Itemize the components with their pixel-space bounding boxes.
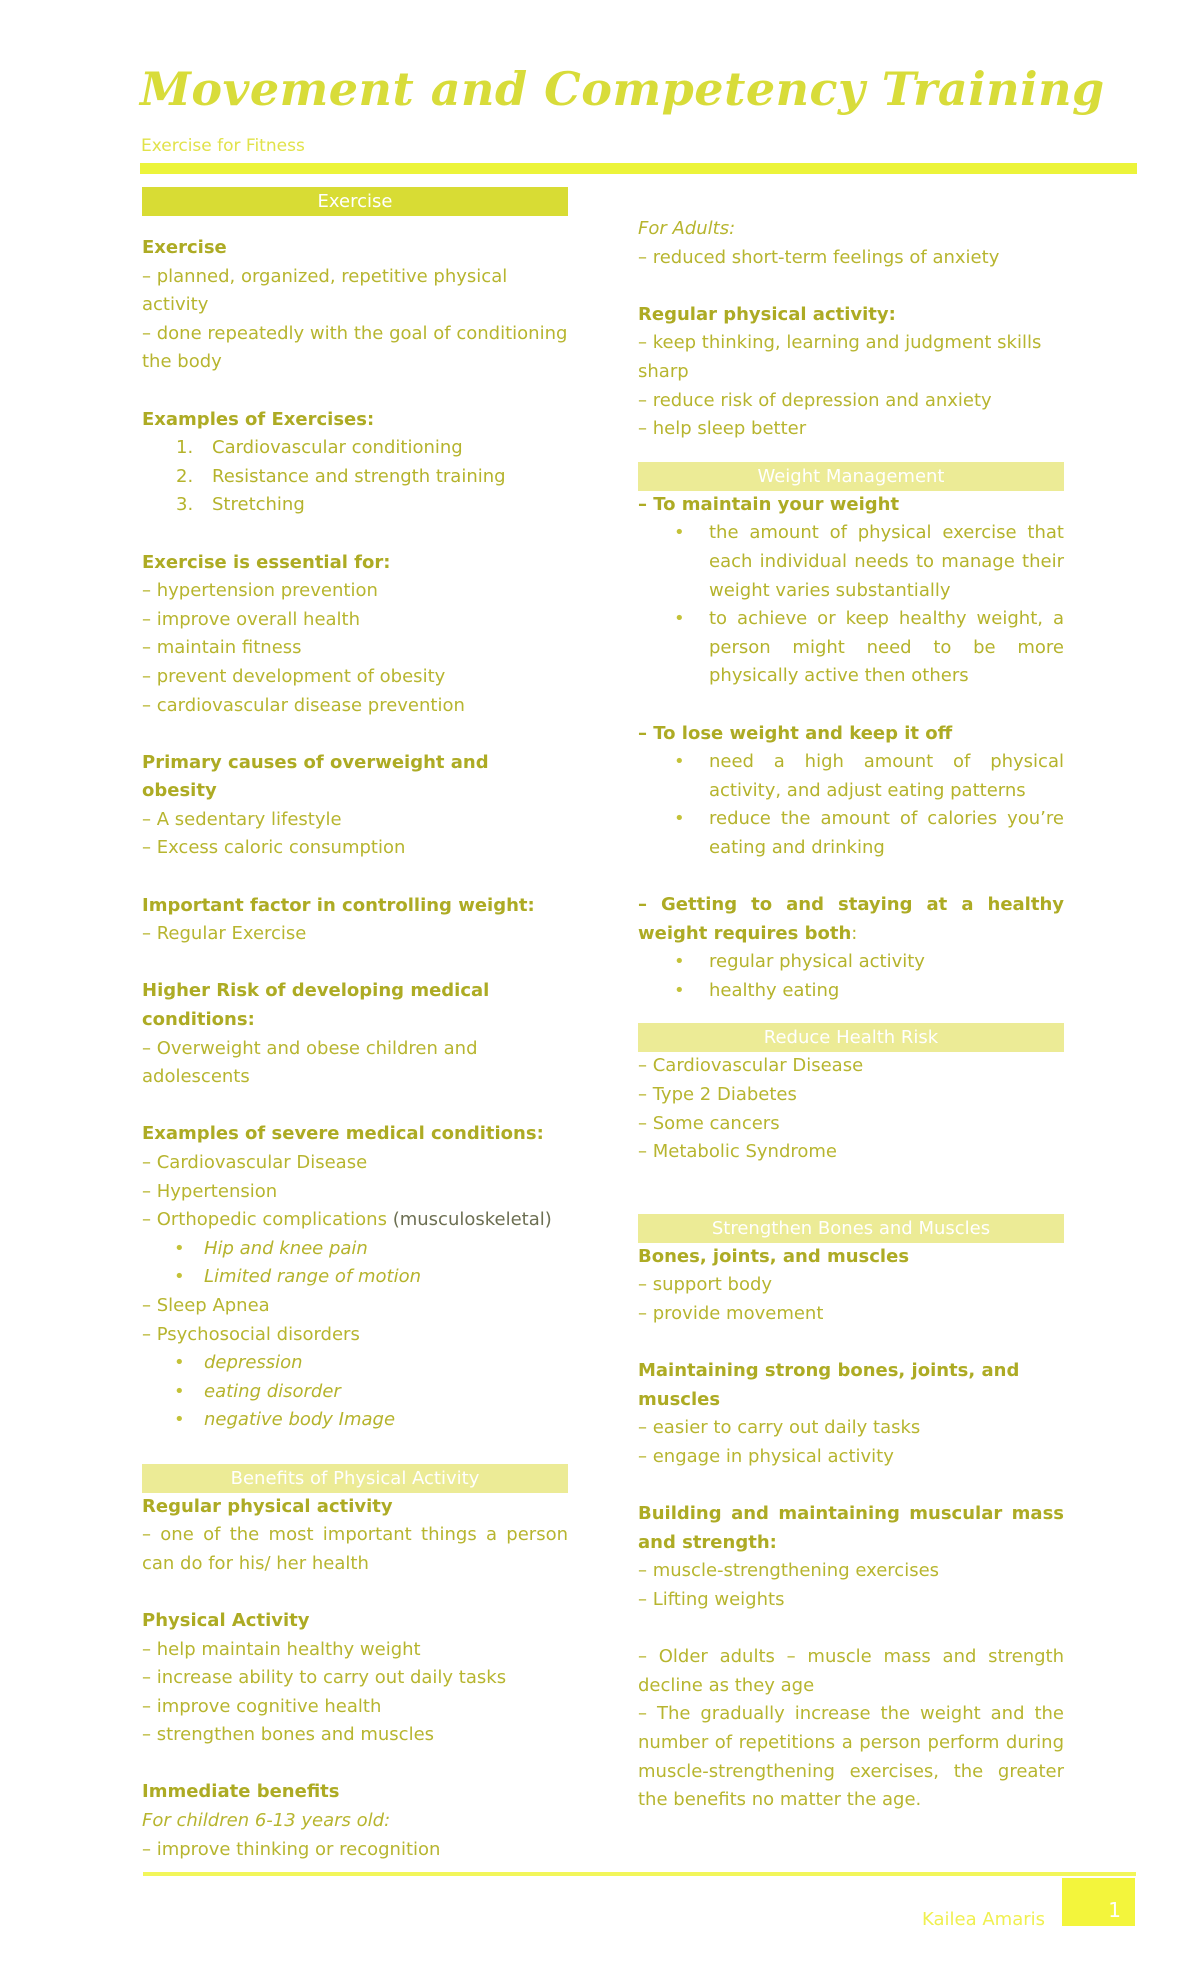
list-item: – Hypertension bbox=[142, 1180, 278, 1202]
examples-list bbox=[142, 434, 568, 520]
regular-heading: Regular physical activity bbox=[142, 1495, 393, 1517]
list-item: – help sleep better bbox=[638, 418, 807, 440]
psycho-list bbox=[142, 1349, 568, 1435]
list-item: – reduced short-term feelings of anxiety bbox=[638, 246, 1000, 268]
regular-pa-heading: Regular physical activity: bbox=[638, 303, 896, 325]
list-item: – Cardiovascular Disease bbox=[142, 1152, 368, 1173]
factor-heading: Important factor in controlling weight: bbox=[142, 894, 535, 916]
list-item: – Metabolic Syndrome bbox=[638, 1141, 838, 1163]
list-item: • to achieve or keep healthy weight, a person might need to be more physically active then others bbox=[638, 605, 1064, 691]
essential-heading: Exercise is essential for: bbox=[142, 551, 391, 573]
ortho-list bbox=[142, 1235, 568, 1292]
page-subtitle: Exercise for Fitness bbox=[141, 136, 305, 156]
list-item: – hypertension prevention bbox=[142, 580, 378, 602]
list-item: • reduce the amount of calories you’re eating and drinking bbox=[638, 805, 1064, 862]
list-item: • regular physical activity bbox=[638, 948, 1064, 977]
list-item: • healthy eating bbox=[638, 977, 1064, 1006]
section-band-reduce: Reduce Health Risk bbox=[638, 1023, 1064, 1052]
list-item: – Regular Exercise bbox=[142, 923, 307, 945]
exercise-definition: – done repeatedly with the goal of conditioning the body bbox=[142, 322, 568, 373]
list-item: • eating disorder bbox=[142, 1378, 568, 1407]
list-item: – strengthen bones and muscles bbox=[142, 1724, 435, 1746]
causes-heading: Primary causes of overweight and obesity bbox=[142, 751, 489, 802]
gradual-text: – The gradually increase the weight and the number of repetitions a person perform during muscle-strengthening exercises, the greater the benefits no matter the age. bbox=[638, 1703, 1064, 1811]
list-item: – improve thinking or recognition bbox=[142, 1838, 441, 1860]
list-item: – Overweight and obese children and adolescents bbox=[142, 1037, 478, 1088]
page-number: 1 bbox=[1062, 1878, 1135, 1926]
page-title: Movement and Competency Training bbox=[140, 62, 1105, 116]
list-item: – maintain fitness bbox=[142, 637, 302, 659]
lose-list bbox=[638, 748, 1064, 862]
older-text: – Older adults – muscle mass and strength decline as they age bbox=[638, 1646, 1064, 1696]
immediate-heading: Immediate benefits bbox=[142, 1781, 340, 1803]
building-heading: Building and maintaining muscular mass and strength: bbox=[638, 1503, 1064, 1553]
header-rule bbox=[140, 163, 1137, 174]
maintain-list bbox=[638, 519, 1064, 691]
left-column bbox=[142, 187, 568, 1864]
pa-heading: Physical Activity bbox=[142, 1609, 310, 1631]
list-item: – keep thinking, learning and judgment skills sharp bbox=[638, 332, 1042, 382]
both-list bbox=[638, 948, 1064, 1005]
both-heading: – Getting to and staying at a healthy weight requires both: bbox=[638, 894, 1064, 944]
section-band-benefits: Benefits of Physical Activity bbox=[142, 1464, 568, 1493]
list-item: – prevent development of obesity bbox=[142, 665, 446, 687]
list-item: – Type 2 Diabetes bbox=[638, 1084, 797, 1106]
list-item: – improve overall health bbox=[142, 608, 361, 630]
exercise-definition: – planned, organized, repetitive physical activity bbox=[142, 265, 508, 316]
regular-text: – one of the most important things a person can do for his/ her health bbox=[142, 1524, 568, 1574]
list-item: – Cardiovascular Disease bbox=[638, 1055, 864, 1077]
list-item: • Limited range of motion bbox=[142, 1263, 568, 1292]
list-item: • depression bbox=[142, 1349, 568, 1378]
list-item: – Orthopedic complications (musculoskeletal) bbox=[142, 1209, 552, 1231]
list-item: – increase ability to carry out daily tasks bbox=[142, 1667, 507, 1689]
maintain-heading: – To maintain your weight bbox=[638, 493, 900, 515]
lose-heading: – To lose weight and keep it off bbox=[638, 722, 953, 744]
list-item: 1. Cardiovascular conditioning bbox=[176, 437, 463, 459]
list-item: – Excess caloric consumption bbox=[142, 837, 406, 859]
adults-label: For Adults: bbox=[638, 218, 736, 239]
list-item: – muscle-strengthening exercises bbox=[638, 1560, 940, 1582]
list-item: – Psychosocial disorders bbox=[142, 1323, 360, 1345]
list-item: – reduce risk of depression and anxiety bbox=[638, 389, 992, 411]
list-item: – Some cancers bbox=[638, 1112, 780, 1134]
children-label: For children 6-13 years old: bbox=[142, 1810, 391, 1832]
list-item: 3. Stretching bbox=[176, 494, 305, 516]
list-item: • negative body Image bbox=[142, 1406, 568, 1435]
list-item: • the amount of physical exercise that each individual needs to manage their weight varies substantially bbox=[638, 519, 1064, 605]
list-item: 2. Resistance and strength training bbox=[176, 465, 506, 487]
list-item: – Sleep Apnea bbox=[142, 1294, 270, 1316]
list-item: – cardiovascular disease prevention bbox=[142, 694, 465, 716]
strong-heading: Maintaining strong bones, joints, and muscles bbox=[638, 1360, 1020, 1410]
footer-author: Kailea Amaris bbox=[922, 1909, 1046, 1930]
list-item: – support body bbox=[638, 1274, 773, 1296]
list-item: • Hip and knee pain bbox=[142, 1235, 568, 1264]
exercise-heading: Exercise bbox=[142, 237, 227, 258]
severe-heading: Examples of severe medical conditions: bbox=[142, 1123, 544, 1145]
list-item: – A sedentary lifestyle bbox=[142, 808, 342, 830]
list-item: – easier to carry out daily tasks bbox=[638, 1417, 921, 1439]
footer-rule bbox=[143, 1872, 1136, 1876]
section-band-weight: Weight Management bbox=[638, 462, 1064, 491]
list-item: – improve cognitive health bbox=[142, 1695, 382, 1717]
list-item: – help maintain healthy weight bbox=[142, 1638, 421, 1660]
list-item: – provide movement bbox=[638, 1303, 824, 1324]
list-item: – engage in physical activity bbox=[638, 1445, 894, 1467]
bones-heading: Bones, joints, and muscles bbox=[638, 1245, 910, 1267]
section-band-exercise: Exercise bbox=[142, 187, 568, 216]
right-column bbox=[638, 215, 1064, 1815]
risk-heading: Higher Risk of developing medical conditions: bbox=[142, 980, 490, 1031]
list-item: • need a high amount of physical activity, and adjust eating patterns bbox=[638, 748, 1064, 805]
examples-heading: Examples of Exercises: bbox=[142, 408, 375, 430]
section-band-bones: Strengthen Bones and Muscles bbox=[638, 1214, 1064, 1243]
list-item: – Lifting weights bbox=[638, 1588, 785, 1610]
